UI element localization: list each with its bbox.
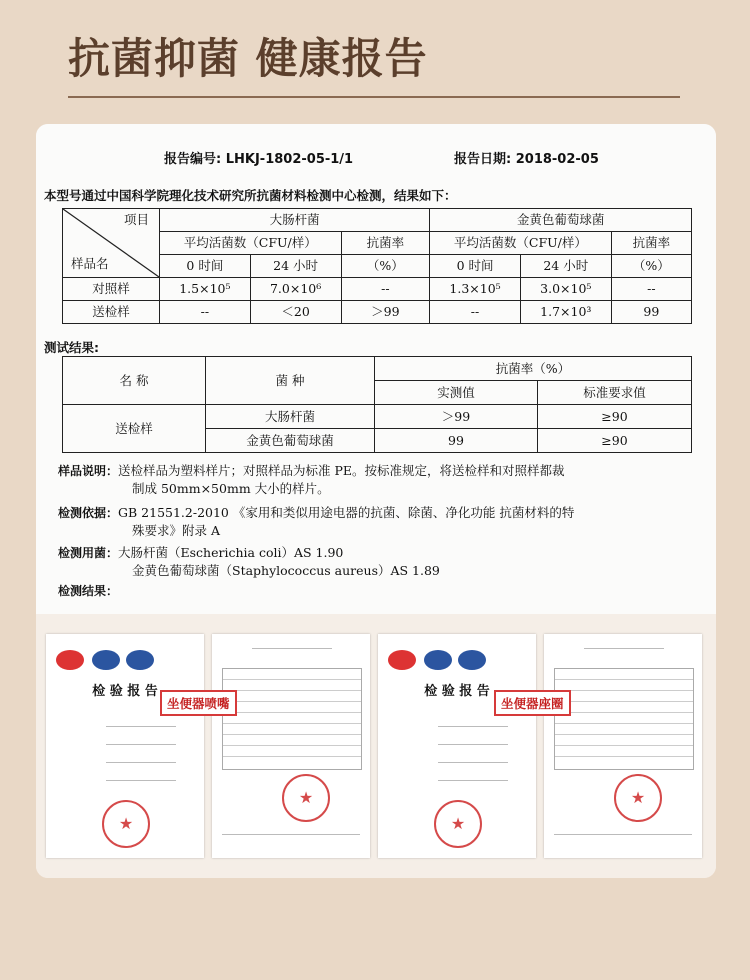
cell: 大肠杆菌 xyxy=(206,405,375,429)
basis-note xyxy=(58,504,574,541)
bacteria-a-header: 大肠杆菌 xyxy=(160,209,430,232)
left-report-page xyxy=(212,634,370,858)
rate-unit-a: （%） xyxy=(341,255,430,278)
corner-bottom-label: 样品名 xyxy=(71,256,109,272)
sample-name: 送检样 xyxy=(63,405,206,453)
bacteria-header: 菌 种 xyxy=(206,357,375,405)
bacteria-b-header: 金黄色葡萄球菌 xyxy=(430,209,692,232)
avg-count-header-a: 平均活菌数（CFU/样） xyxy=(160,232,342,255)
cell: -- xyxy=(160,301,251,324)
sample-line1: 送检样品为塑料样片；对照样品为标准 PE。按标准规定，将送检样和对照样都裁 xyxy=(118,463,565,478)
left-callout: 坐便器喷嘴 xyxy=(160,690,237,716)
results-table xyxy=(62,356,692,453)
row-name: 送检样 xyxy=(63,301,160,324)
report-number: 报告编号: LHKJ-1802-05-1/1 xyxy=(164,152,354,167)
cell: ≥90 xyxy=(538,429,692,453)
rate-unit-b: （%） xyxy=(611,255,691,278)
cell: 3.0×10⁵ xyxy=(520,278,611,301)
time24-header-a: 24 小时 xyxy=(250,255,341,278)
basis-line2: 殊要求》附录 A xyxy=(132,523,221,539)
standard-header: 标准要求值 xyxy=(538,381,692,405)
right-report-page xyxy=(544,634,702,858)
strain-key: 检测用菌： xyxy=(58,546,119,560)
result-key: 检测结果： xyxy=(58,584,119,598)
cell: 1.3×10⁵ xyxy=(430,278,521,301)
row-name: 对照样 xyxy=(63,278,160,301)
cell: 1.5×10⁵ xyxy=(160,278,251,301)
results-label: 测试结果: xyxy=(44,340,99,355)
cell: -- xyxy=(611,278,691,301)
antibacterial-table xyxy=(62,208,692,324)
table-corner-cell xyxy=(63,209,160,278)
cell: 99 xyxy=(611,301,691,324)
cell: ≥90 xyxy=(538,405,692,429)
cell: ＞99 xyxy=(341,301,430,324)
time0-header-a: 0 时间 xyxy=(160,255,251,278)
basis-key: 检测依据： xyxy=(58,506,119,520)
sample-line2: 制成 50mm×50mm 大小的样片。 xyxy=(132,481,330,497)
cell: 1.7×10³ xyxy=(520,301,611,324)
cell: 7.0×10⁶ xyxy=(250,278,341,301)
measured-header: 实测值 xyxy=(375,381,538,405)
name-header: 名 称 xyxy=(63,357,206,405)
result-note xyxy=(58,582,118,600)
cell: ＜20 xyxy=(250,301,341,324)
cell: -- xyxy=(430,301,521,324)
rate-header: 抗菌率（%） xyxy=(375,357,692,381)
report-card xyxy=(36,124,716,878)
cell: -- xyxy=(341,278,430,301)
star-stamp-icon: ★ xyxy=(282,774,330,822)
report-thumbnails xyxy=(36,614,716,878)
rate-header-a: 抗菌率 xyxy=(341,232,430,255)
ilac-logo-icon xyxy=(458,650,486,670)
time24-header-b: 24 小时 xyxy=(520,255,611,278)
sample-note xyxy=(58,462,565,499)
star-stamp-icon: ★ xyxy=(614,774,662,822)
right-report-title: 检 验 报 告 xyxy=(424,684,490,699)
title-divider xyxy=(68,96,680,98)
test-report xyxy=(36,124,716,614)
avg-count-header-b: 平均活菌数（CFU/样） xyxy=(430,232,612,255)
page-title: 抗菌抑菌 健康报告 xyxy=(68,34,428,83)
cma-logo-icon xyxy=(56,650,84,670)
strain-note xyxy=(58,544,440,581)
cell: ＞99 xyxy=(375,405,538,429)
right-report-cover xyxy=(378,634,536,858)
cma-logo-icon xyxy=(388,650,416,670)
time0-header-b: 0 时间 xyxy=(430,255,521,278)
star-stamp-icon: ★ xyxy=(102,800,150,848)
report-intro: 本型号通过中国科学院理化技术研究所抗菌材料检测中心检测，结果如下： xyxy=(44,188,457,203)
left-report-title: 检 验 报 告 xyxy=(92,684,158,699)
left-report-cover xyxy=(46,634,204,858)
cell: 金黄色葡萄球菌 xyxy=(206,429,375,453)
ilac-logo-icon xyxy=(126,650,154,670)
table-row xyxy=(63,278,692,301)
sample-key: 样品说明： xyxy=(58,464,119,478)
corner-top-label: 项目 xyxy=(123,212,149,227)
rate-header-b: 抗菌率 xyxy=(611,232,691,255)
right-callout: 坐便器座圈 xyxy=(494,690,571,716)
cnas-logo-icon xyxy=(424,650,452,670)
table-row xyxy=(63,405,692,429)
cnas-logo-icon xyxy=(92,650,120,670)
strain-line2: 金黄色葡萄球菌（Staphylococcus aureus）AS 1.89 xyxy=(132,563,440,579)
report-date: 报告日期: 2018-02-05 xyxy=(454,152,599,167)
star-stamp-icon: ★ xyxy=(434,800,482,848)
strain-line1: 大肠杆菌（Escherichia coli）AS 1.90 xyxy=(118,545,344,560)
cell: 99 xyxy=(375,429,538,453)
basis-line1: GB 21551.2-2010 《家用和类似用途电器的抗菌、除菌、净化功能 抗菌材料的特 xyxy=(118,505,575,520)
table-row xyxy=(63,301,692,324)
